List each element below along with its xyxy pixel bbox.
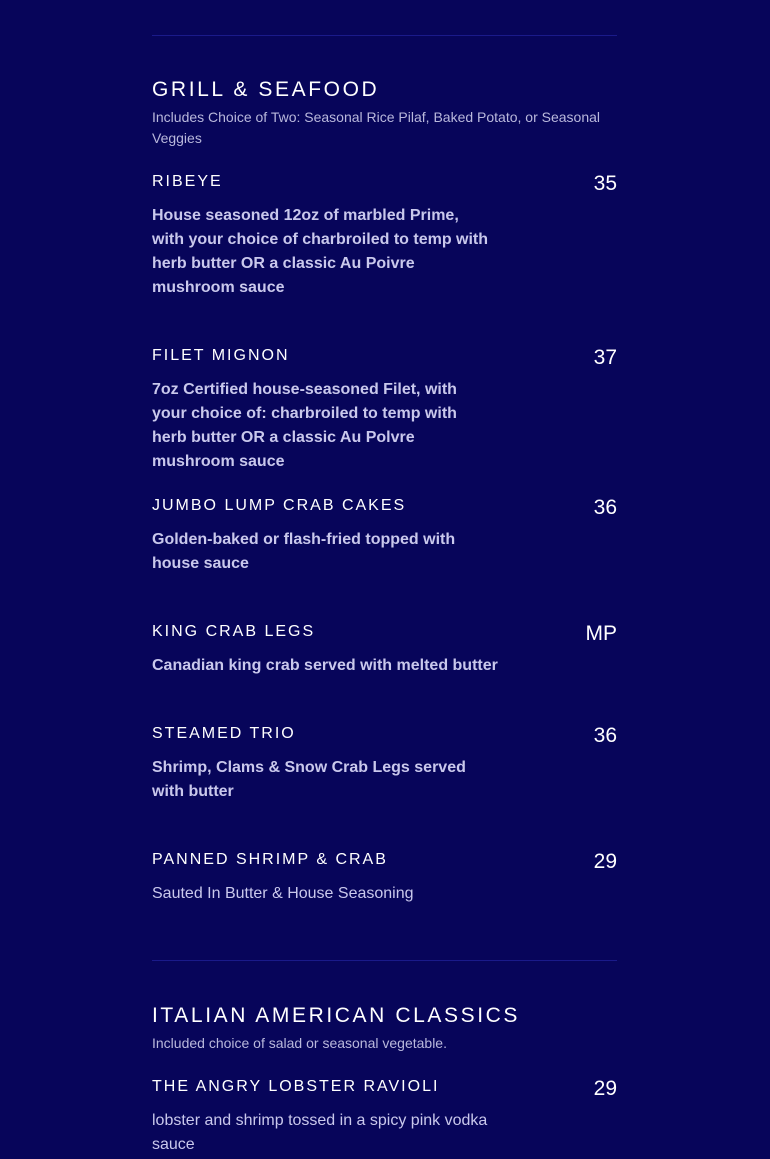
item-name: KING CRAB LEGS [152,623,316,640]
menu-item-ribeye [152,172,617,300]
section-subtitle: Included choice of salad or seasonal vegetable. [152,1035,447,1051]
item-description: lobster and shrimp tossed in a spicy pink vodka sauce [152,1112,488,1153]
item-price: MP [585,622,617,645]
item-name: JUMBO LUMP CRAB CAKES [152,497,407,514]
section-divider [152,960,617,961]
section-grill-seafood [152,77,617,149]
section-title: ITALIAN AMERICAN CLASSICS [152,1004,521,1027]
item-price: 36 [593,496,617,519]
item-price: 29 [593,850,617,873]
item-description: 7oz Certified house-seasoned Filet, with your choice of: charbroiled to temp with herb butter OR a classic Au Polvre mushroom sauce [152,381,457,470]
section-subtitle: Includes Choice of Two: Seasonal Rice Pilaf, Baked Potato, or Seasonal Veggies [152,109,601,146]
menu-item-crab-cakes [152,496,617,576]
menu-item-king-crab [152,622,617,678]
menu-item-panned-shrimp-crab [152,850,617,906]
section-italian-american [152,1003,617,1054]
item-name: PANNED SHRIMP & CRAB [152,851,388,868]
item-name: FILET MIGNON [152,347,290,364]
item-price: 35 [593,172,617,195]
item-description: House seasoned 12oz of marbled Prime, with your choice of charbroiled to temp with herb butter OR a classic Au Poivre mushroom sauce [152,207,489,296]
item-description: Shrimp, Clams & Snow Crab Legs served with butter [152,759,466,800]
menu-item-angry-lobster-ravioli [152,1077,617,1157]
item-price: 36 [593,724,617,747]
item-name: RIBEYE [152,173,223,190]
item-description: Golden-baked or flash-fried topped with house sauce [152,531,456,572]
item-description: Sauted In Butter & House Seasoning [152,885,414,902]
item-name: STEAMED TRIO [152,725,296,742]
item-description: Canadian king crab served with melted butter [152,657,498,674]
item-price: 29 [593,1077,617,1100]
item-name: THE ANGRY LOBSTER RAVIOLI [152,1078,440,1095]
menu-item-steamed-trio [152,724,617,804]
item-price: 37 [593,346,617,369]
section-title: GRILL & SEAFOOD [152,78,380,101]
menu-item-filet-mignon [152,346,617,474]
section-divider [152,35,617,36]
